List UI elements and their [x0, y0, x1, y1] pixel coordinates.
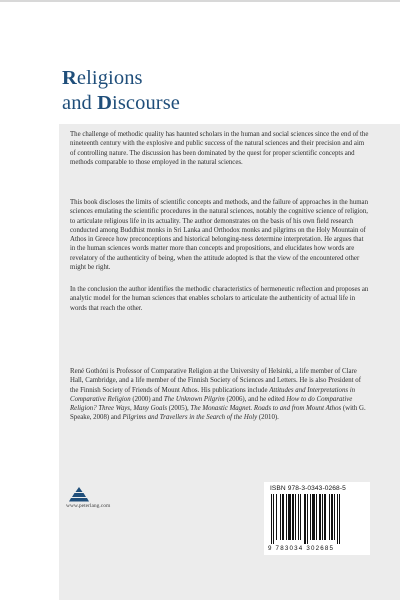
barcode-bar [339, 494, 340, 544]
bio-book-title: The Unknown Pilgrim [163, 395, 225, 403]
publisher-website: www.peterlang.com [66, 503, 111, 509]
bio-text: René Gothóni is Professor of Comparative Religion at the University of Helsinki, a life member of Clare Hall, Cambridge, and a life member of the Finnish Society of Sciences and Letters. He is also President of the Finnish Society of Friends of Mount Athos. His publications include [70, 368, 361, 394]
barcode-bar [280, 494, 281, 540]
blurb-paragraph-1: The challenge of methodic quality has haunted scholars in the human and social sciences since the end of the nineteenth century with the explosive and public success of the natural sciences and their precision and aim of controlling nature. The discussion has been dominated by the quest for proper scientific concepts and methods comparable to those employed in the natural sciences. [70, 131, 369, 166]
barcode [271, 494, 365, 544]
title-initial-r: R [62, 67, 77, 89]
bio-text: (2006), and he edited [224, 395, 287, 403]
barcode-digits: 9 783034 302685 [268, 545, 335, 552]
barcode-bar [300, 494, 301, 540]
barcode-bar [276, 494, 277, 540]
barcode-bar [273, 494, 274, 544]
barcode-bar [331, 494, 333, 540]
barcode-bar [271, 494, 272, 544]
top-border [0, 0, 400, 2]
peter-lang-pyramid-logo-icon [68, 486, 90, 502]
bio-book-title: Attitudes and Interpretations in Comparative Religion [70, 386, 356, 403]
title-word-religions: eligions [76, 67, 143, 89]
barcode-bar [307, 494, 308, 544]
barcode-bar [329, 494, 330, 540]
bio-book-title: How to do Comparative Religion? Three Ways, Many Goals [70, 395, 353, 413]
bio-text: (2010). [257, 414, 279, 422]
barcode-bar [310, 494, 311, 540]
barcode-bar [337, 494, 338, 544]
barcode-bar [334, 494, 335, 540]
barcode-bar [295, 494, 296, 540]
title-line-1 [62, 66, 180, 91]
title-word-and: and [62, 92, 98, 114]
isbn-label: ISBN 978-3-0343-0268-5 [270, 485, 346, 492]
barcode-bar [282, 494, 284, 540]
barcode-bar [312, 494, 315, 540]
barcode-bar [286, 494, 287, 540]
barcode-bar [298, 494, 299, 540]
bio-text: (2000) and [130, 395, 164, 403]
title-line-2 [62, 91, 180, 116]
author-bio [70, 367, 370, 423]
title-word-discourse: iscourse [112, 92, 181, 114]
bio-text: (2005), [167, 405, 191, 413]
barcode-bar [319, 494, 321, 540]
bio-book-title: The Monastic Magnet. Roads to and from Mount Athos [190, 405, 342, 413]
barcode-bar [292, 494, 294, 540]
barcode-bar [322, 494, 323, 540]
barcode-bar [288, 494, 291, 540]
title-initial-d: D [97, 92, 113, 114]
blurb-paragraph-2: This book discloses the limits of scientific concepts and methods, and the failure of approaches in the human sciences emulating the scientific procedures in the natural sciences, notably the cognitive science of religion, to articulate religious life in its actuality. The author demonstrates on the basis of his own field research conducted among Buddhist monks in Sri Lanka and Orthodox monks and pilgrims on the Holy Mountain of Athos in Greece how preconceptions and historical belonging-ness determine interpretation. He argues that in the human sciences words matter more than concepts and propositions, and elucidates how words are revelatory of the authenticity of being, when the attitude adopted is that the view of the encountered other might be right. [70, 199, 369, 272]
bio-book-title: Pilgrims and Travellers in the Search of the Holy [122, 414, 258, 422]
blurb-paragraph-3: In the conclusion the author identifies the methodic characteristics of hermeneutic reflection and proposes an analytic model for the human sciences that enables scholars to articulate the authenticity of actual life in words that reach the other. [70, 286, 369, 312]
barcode-bar [324, 494, 326, 540]
barcode-bar [316, 494, 317, 540]
book-title [62, 66, 180, 116]
bio-text: (with G. Speake, 2008) and [70, 405, 366, 422]
barcode-bar [304, 494, 306, 544]
